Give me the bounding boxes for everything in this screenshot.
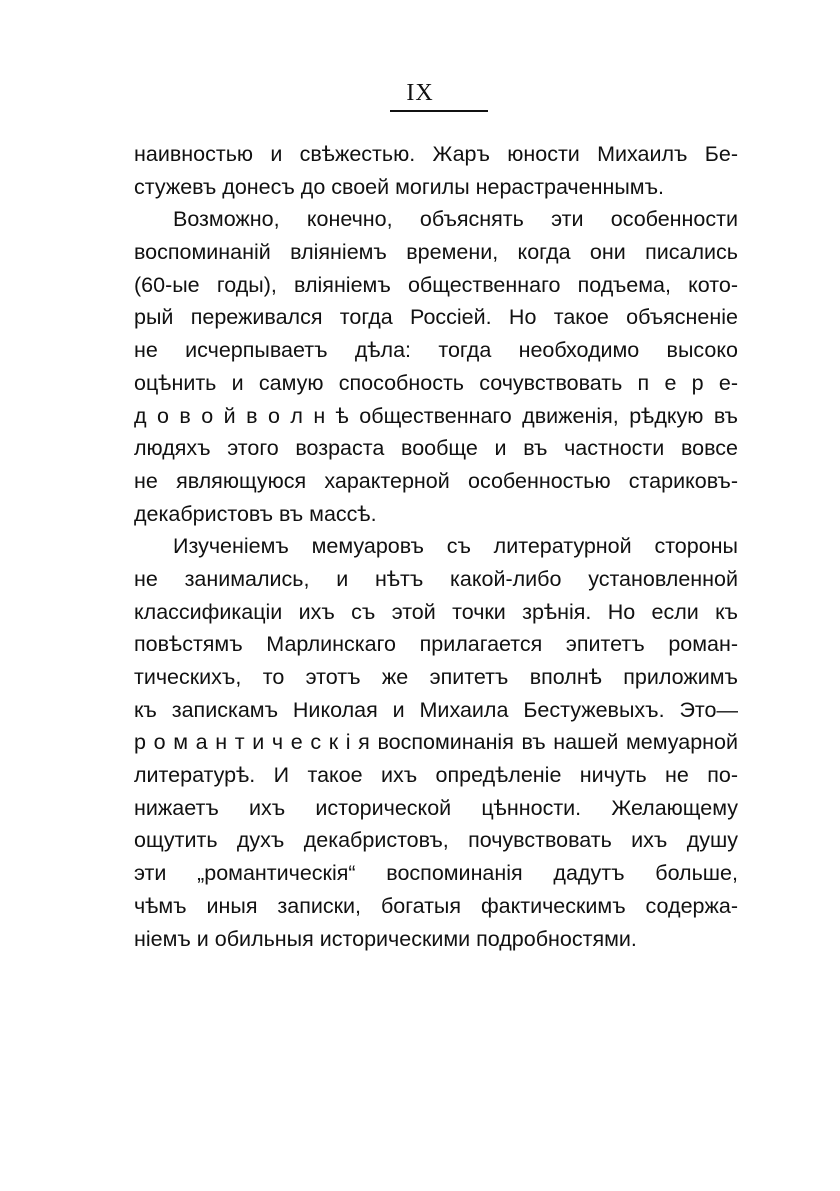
text-line: эти „романтическiя“ воспоминанiя дадутъ больше, <box>134 861 738 886</box>
text-line: нижаетъ ихъ исторической цѣнности. Желающему <box>134 795 738 820</box>
text-line: классификацiи ихъ съ этой точки зрѣнiя. Но если къ <box>134 599 738 624</box>
paragraph-3 <box>134 530 738 955</box>
text-line: не являющуюся характерной особенностью стариковъ- <box>134 468 738 493</box>
text-line: стужевъ донесъ до своей могилы нерастраченнымъ. <box>134 174 664 199</box>
text-line: оцѣнить и самую способность сочувствовать п е р е- <box>134 370 738 395</box>
text-line: рый переживался тогда Россiей. Но такое объясненiе <box>134 305 738 330</box>
text-line: Изученiемъ мемуаровъ съ литературной стороны <box>173 534 738 559</box>
text-line: ощутить духъ декабристовъ, почувствовать ихъ душу <box>134 828 738 853</box>
text-line: Возможно, конечно, объяснять эти особенности <box>173 207 738 232</box>
text-line: (60-ые годы), влiянiемъ общественнаго подъема, кото- <box>134 272 738 297</box>
paragraph-1 <box>134 138 738 203</box>
text-line: р о м а н т и ч е с к i я воспоминанiя въ нашей мемуарной <box>134 730 738 755</box>
page-number-rule <box>390 110 488 112</box>
text-line: не исчерпываетъ дѣла: тогда необходимо высоко <box>134 338 738 363</box>
text-line: декабристовъ въ массѣ. <box>134 501 377 526</box>
text-line: чѣмъ иныя записки, богатыя фактическимъ содержа- <box>134 893 738 918</box>
text-line: наивностью и свѣжестью. Жаръ юности Михаилъ Бе- <box>134 142 738 166</box>
text-line: д о в о й в о л н ѣ общественнаго движенiя, рѣдкую въ <box>134 403 738 428</box>
text-line: тическихъ, то этотъ же эпитетъ вполнѣ приложимъ <box>134 665 738 689</box>
text-line: литературѣ. И такое ихъ опредѣленiе ничуть не по- <box>134 763 738 788</box>
text-line: къ запискамъ Николая и Михаила Бестужевыхъ. Это— <box>134 697 738 722</box>
text-line: нiемъ и обильныя историческими подробностями. <box>134 926 637 951</box>
paragraph-2 <box>134 203 738 530</box>
text-line: воспоминанiй влiянiемъ времени, когда они писались <box>134 240 738 265</box>
text-line: людяхъ этого возраста вообще и въ частности вовсе <box>134 436 738 461</box>
page-number: IX <box>406 80 434 106</box>
text-line: повѣстямъ Марлинскаго прилагается эпитетъ роман- <box>134 632 738 657</box>
body-text <box>134 138 738 955</box>
text-line: не занимались, и нѣтъ какой-либо установленной <box>134 566 738 591</box>
